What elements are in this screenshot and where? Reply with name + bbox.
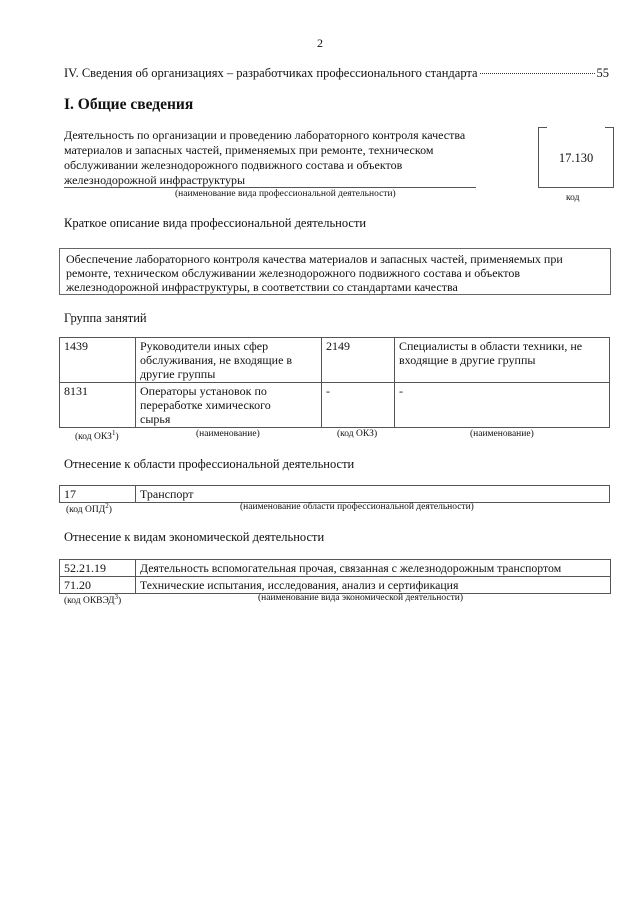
activity-underline: [64, 187, 476, 188]
name-caption: (наименование): [196, 429, 260, 439]
econ-captions: [0, 593, 640, 607]
okved-name-caption: (наименование вида экономической деятельности): [258, 593, 463, 603]
okved-name-cell: Технические испытания, исследования, анализ и сертификация: [136, 577, 611, 594]
toc-entry-text: IV. Сведения об организациях – разработчиках профессионального стандарта: [64, 66, 478, 80]
activity-code-caption: код: [566, 193, 580, 203]
code-box-corner: [605, 127, 613, 128]
table-row: [60, 560, 611, 577]
cell-line: другие группы: [140, 367, 216, 381]
name-caption: (наименование): [470, 429, 534, 439]
cell-line: обслуживания, не входящие в: [140, 353, 293, 367]
opd-name-cell: Транспорт: [136, 486, 610, 503]
cell-line: Операторы установок по: [140, 384, 267, 398]
short-desc-line: Обеспечение лабораторного контроля качества материалов и запасных частей, применяемых при: [66, 252, 563, 266]
occupation-name-cell: [395, 338, 610, 383]
okved-caption: (код ОКВЭД$^3$): [64, 593, 122, 607]
activity-code-box: [538, 127, 614, 188]
activity-code: 17.130: [558, 151, 594, 165]
prof-area-table: [59, 485, 610, 503]
okz-caption: (код ОКЗ$^1$): [75, 429, 119, 443]
short-desc-line: железнодорожной инфраструктуры, в соответствии со стандартами качества: [66, 280, 458, 294]
activity-line: Деятельность по организации и проведению лабораторного контроля качества: [64, 128, 466, 142]
okz-code-cell: 2149: [322, 338, 395, 383]
okz-code-cell: 8131: [60, 383, 136, 428]
short-desc-box: [59, 248, 611, 295]
econ-table: [59, 559, 611, 594]
cell-line: переработке химического: [140, 398, 271, 412]
cell-line: входящие в другие группы: [399, 353, 536, 367]
table-row: [60, 486, 610, 503]
cell-line: сырья: [140, 412, 171, 426]
okz-caption: (код ОКЗ): [337, 429, 378, 439]
okz-code-cell: 1439: [60, 338, 136, 383]
opd-code-cell: 17: [60, 486, 136, 503]
table-row: [60, 338, 610, 383]
occupation-name-cell: [136, 383, 322, 428]
prof-area-captions: [0, 502, 640, 516]
table-row: [60, 577, 611, 594]
okved-code-cell: 71.20: [60, 577, 136, 594]
toc-entry[interactable]: [64, 66, 609, 81]
toc-entry-page: 55: [596, 66, 609, 80]
occupation-name-cell: [136, 338, 322, 383]
page-number: 2: [317, 36, 323, 50]
occupations-captions: [0, 429, 640, 443]
okved-name-cell: Деятельность вспомогательная прочая, связанная с железнодорожным транспортом: [136, 560, 611, 577]
cell-line: Руководители иных сфер: [140, 339, 269, 353]
code-box-corner: [539, 127, 547, 128]
okved-code-cell: 52.21.19: [60, 560, 136, 577]
cell-line: Специалисты в области техники, не: [399, 339, 583, 353]
activity-line: материалов и запасных частей, применяемых при ремонте, техническом: [64, 143, 434, 157]
occupations-title: Группа занятий: [64, 311, 147, 325]
activity-name: [64, 128, 509, 188]
okz-code-cell: -: [322, 383, 395, 428]
short-desc-line: ремонте, техническом обслуживании железнодорожного подвижного состава и объектов: [66, 266, 520, 280]
econ-title: Отнесение к видам экономической деятельности: [64, 530, 325, 544]
prof-area-title: Отнесение к области профессиональной деятельности: [64, 457, 355, 471]
short-desc-title: Краткое описание вида профессиональной деятельности: [64, 216, 367, 230]
toc-leader-dots: [480, 73, 595, 74]
occupation-name-cell: [395, 383, 610, 428]
table-row: [60, 383, 610, 428]
activity-line: обслуживании железнодорожного подвижного состава и объектов: [64, 158, 403, 172]
activity-caption: (наименование вида профессиональной деятельности): [175, 189, 396, 199]
section-title: I. Общие сведения: [64, 96, 194, 113]
activity-line: железнодорожной инфраструктуры: [64, 173, 246, 187]
cell-line: -: [399, 384, 403, 398]
opd-caption: (код ОПД$^2$): [66, 502, 112, 516]
occupations-table: [59, 337, 610, 428]
opd-name-caption: (наименование области профессиональной деятельности): [240, 502, 474, 512]
